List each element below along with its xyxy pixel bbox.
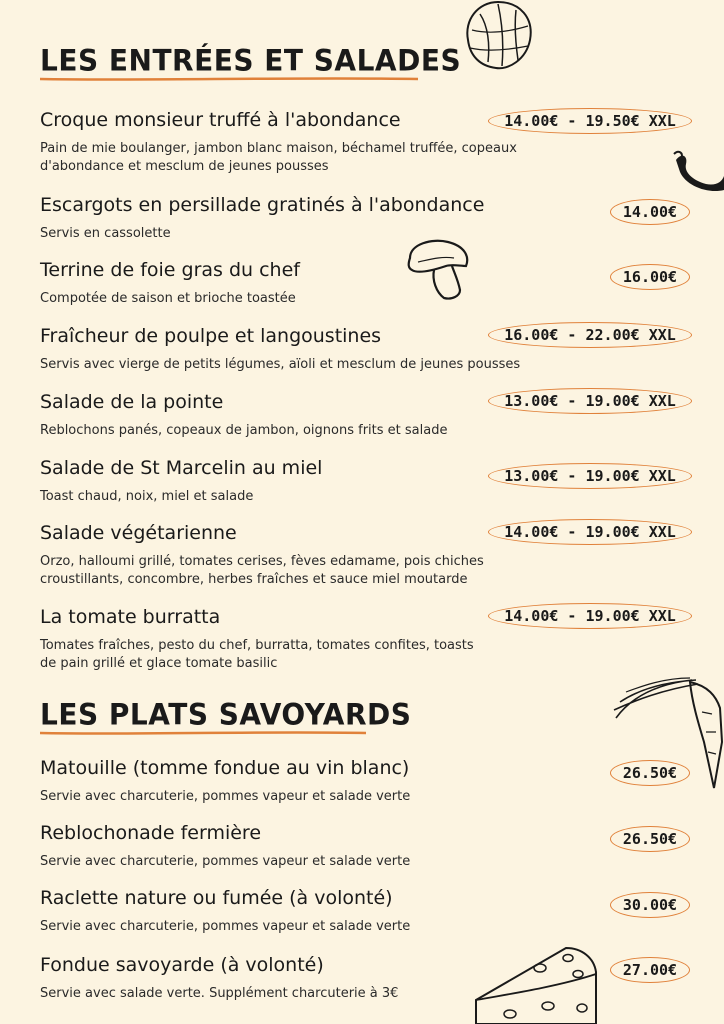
item-name: Croque monsieur truffé à l'abondance: [40, 109, 401, 131]
item-description: Servie avec salade verte. Supplément charcuterie à 3€: [40, 986, 399, 1001]
item-name: Terrine de foie gras du chef: [40, 259, 300, 281]
section-underline: [40, 730, 370, 736]
item-description: Tomates fraîches, pesto du chef, burratta, tomates confites, toasts de pain grillé et glace tomate basilic: [40, 638, 474, 671]
menu-item: [40, 821, 600, 871]
item-price: 16.00€ - 22.00€ XXL: [488, 322, 692, 348]
section-title-entrees: LES ENTRÉES ET SALADES: [40, 43, 462, 78]
item-description: Servie avec charcuterie, pommes vapeur et salade verte: [40, 854, 411, 869]
item-price: 14.00€ - 19.00€ XXL: [488, 603, 692, 629]
cabbage-illustration-icon: [458, 0, 538, 72]
item-name: Salade végétarienne: [40, 522, 237, 544]
item-price: 14.00€ - 19.00€ XXL: [488, 519, 692, 545]
item-description: Servis avec vierge de petits légumes, aïoli et mesclum de jeunes pousses: [40, 357, 521, 372]
item-price: 13.00€ - 19.00€ XXL: [488, 388, 692, 414]
item-name: Fondue savoyarde (à volonté): [40, 954, 324, 976]
item-description: Orzo, halloumi grillé, tomates cerises, fèves edamame, pois chiches croustillants, concombre, herbes fraîches et sauce miel moutarde: [40, 554, 484, 587]
item-name: Escargots en persillade gratinés à l'abondance: [40, 194, 485, 216]
item-name: Fraîcheur de poulpe et langoustines: [40, 325, 382, 347]
item-price: 26.50€: [610, 826, 690, 852]
chili-pepper-illustration-icon: [672, 146, 724, 194]
item-description: Toast chaud, noix, miel et salade: [40, 489, 254, 504]
menu-item: [40, 258, 600, 308]
menu-item: [40, 953, 600, 1003]
item-name: Raclette nature ou fumée (à volonté): [40, 887, 393, 909]
menu-item: [40, 886, 600, 936]
item-price: 14.00€ - 19.50€ XXL: [488, 108, 692, 134]
item-name: Reblochonade fermière: [40, 822, 262, 844]
item-price: 27.00€: [610, 957, 690, 983]
item-price: 16.00€: [610, 264, 690, 290]
item-name: Matouille (tomme fondue au vin blanc): [40, 757, 410, 779]
item-name: Salade de St Marcelin au miel: [40, 457, 323, 479]
item-price: 14.00€: [610, 199, 690, 225]
item-description: Servis en cassolette: [40, 226, 171, 241]
section-underline: [40, 76, 420, 82]
section-title-plats-savoyards: LES PLATS SAVOYARDS: [40, 697, 412, 732]
item-name: La tomate burratta: [40, 606, 221, 628]
item-description: Servie avec charcuterie, pommes vapeur et salade verte: [40, 789, 411, 804]
item-description: Compotée de saison et brioche toastée: [40, 291, 296, 306]
item-price: 26.50€: [610, 760, 690, 786]
item-description: Reblochons panés, copeaux de jambon, oignons frits et salade: [40, 423, 448, 438]
menu-item: [40, 756, 600, 806]
item-price: 30.00€: [610, 892, 690, 918]
item-description: Pain de mie boulanger, jambon blanc maison, béchamel truffée, copeaux d'abondance et mesclum de jeunes pousses: [40, 141, 517, 174]
menu-item: [40, 193, 600, 243]
item-price: 13.00€ - 19.00€ XXL: [488, 463, 692, 489]
item-name: Salade de la pointe: [40, 391, 224, 413]
item-description: Servie avec charcuterie, pommes vapeur et salade verte: [40, 919, 411, 934]
